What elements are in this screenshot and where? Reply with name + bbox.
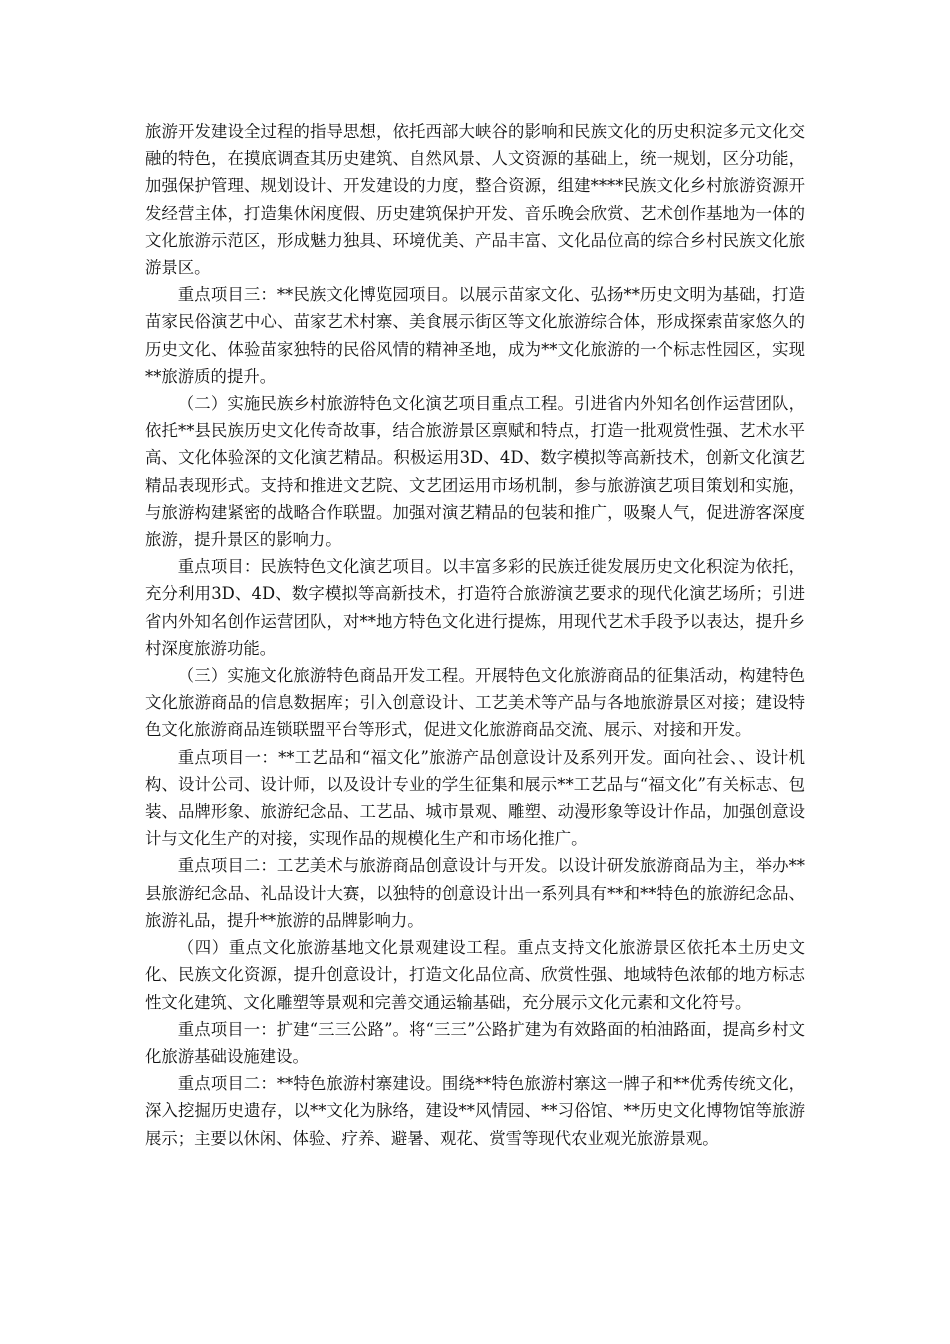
paragraph-key-project-3: 重点项目三：**民族文化博览园项目。以展示苗家文化、弘扬**历史文明为基础，打造苗家民俗演艺中心、苗家艺术村寨、美食展示街区等文化旅游综合体，形成探索苗家悠久的历史文化、体验苗家独特的民俗风情的精神圣地，成为**文化旅游的一个标志性园区，实现**旅游质的提升。 (145, 285, 805, 386)
paragraph-intro: 旅游开发建设全过程的指导思想，依托西部大峡谷的影响和民族文化的历史积淀多元文化交融的特色，在摸底调查其历史建筑、自然风景、人文资源的基础上，统一规划，区分功能，加强保护管理、规划设计、开发建设的力度，整合资源，组建****民族文化乡村旅游资源开发经营主体，打造集休闲度假、历史建筑保护开发、音乐晚会欣赏、艺术创作基地为一体的文化旅游示范区，形成魅力独具、环境优美、产品丰富、文化品位高的综合乡村民族文化旅游景区。 (145, 122, 805, 278)
paragraph-section-4: （四）重点文化旅游基地文化景观建设工程。重点支持文化旅游景区依托本土历史文化、民族文化资源，提升创意设计，打造文化品位高、欣赏性强、地域特色浓郁的地方标志性文化建筑、文化雕塑等景观和完善交通运输基础，充分展示文化元素和文化符号。 (145, 938, 805, 1012)
paragraph-section-2: （二）实施民族乡村旅游特色文化演艺项目重点工程。引进省内外知名创作运营团队，依托**县民族历史文化传奇故事，结合旅游景区禀赋和特点，打造一批观赏性强、艺术水平高、文化体验深的文化演艺精品。积极运用3D、4D、数字模拟等高新技术，创新文化演艺精品表现形式。支持和推进文艺院、文艺团运用市场机制，参与旅游演艺项目策划和实施，与旅游构建紧密的战略合作联盟。加强对演艺精品的包装和推广，吸聚人气，促进游客深度旅游，提升景区的影响力。 (145, 394, 805, 550)
paragraph-key-project-1-road: 重点项目一：扩建“三三公路”。将“三三”公路扩建为有效路面的柏油路面，提高乡村文化旅游基础设施建设。 (145, 1019, 805, 1066)
document-body (145, 118, 805, 1152)
paragraph-key-project-2-village: 重点项目二：**特色旅游村寨建设。围绕**特色旅游村寨这一牌子和**优秀传统文化，深入挖掘历史遗存，以**文化为脉络，建设**风情园、**习俗馆、**历史文化博物馆等旅游展示；主要以休闲、体验、疗养、避暑、观花、赏雪等现代农业观光旅游景观。 (145, 1074, 805, 1148)
paragraph-key-project-1-crafts: 重点项目一：**工艺品和“福文化”旅游产品创意设计及系列开发。面向社会、、设计机构、设计公司、设计师，以及设计专业的学生征集和展示**工艺品与“福文化”有关标志、包装、品牌形象、旅游纪念品、工艺品、城市景观、雕塑、动漫形象等设计作品，加强创意设计与文化生产的对接，实现作品的规模化生产和市场化推广。 (145, 747, 805, 849)
paragraph-section-3: （三）实施文化旅游特色商品开发工程。开展特色文化旅游商品的征集活动，构建特色文化旅游商品的信息数据库；引入创意设计、工艺美术等产品与各地旅游景区对接；建设特色文化旅游商品连锁联盟平台等形式，促进文化旅游商品交流、展示、对接和开发。 (145, 666, 805, 740)
paragraph-key-project-performance: 重点项目：民族特色文化演艺项目。以丰富多彩的民族迁徙发展历史文化积淀为依托，充分利用3D、4D、数字模拟等高新技术，打造符合旅游演艺要求的现代化演艺场所；引进省内外知名创作运营团队，对**地方特色文化进行提炼，用现代艺术手段予以表达，提升乡村深度旅游功能。 (145, 557, 805, 658)
paragraph-key-project-2-souvenirs: 重点项目二：工艺美术与旅游商品创意设计与开发。以设计研发旅游商品为主，举办**县旅游纪念品、礼品设计大赛，以独特的创意设计出一系列具有**和**特色的旅游纪念品、旅游礼品，提升**旅游的品牌影响力。 (145, 856, 805, 930)
